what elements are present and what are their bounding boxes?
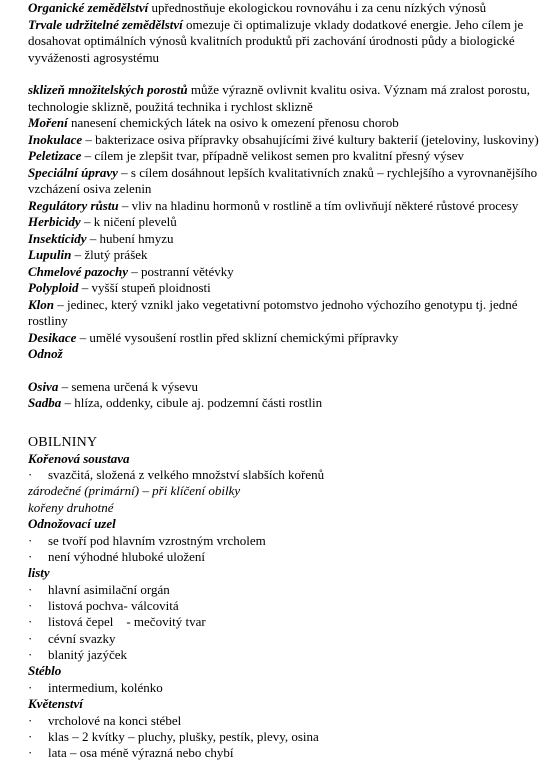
paragraph-term bbox=[28, 280, 543, 297]
list-item bbox=[28, 467, 543, 483]
subheading-stem: Stéblo bbox=[28, 663, 62, 679]
term-label: Regulátory růstu bbox=[28, 197, 119, 213]
subheading-leaves: listy bbox=[28, 565, 50, 581]
bullet-icon: · bbox=[28, 467, 33, 482]
term-text: upřednostňuje ekologickou rovnováhu i za cenu nízkých výnosů bbox=[148, 0, 487, 15]
term-label: Trvale udržitelné zemědělství bbox=[28, 16, 183, 32]
term-label: Insekticidy bbox=[28, 230, 87, 246]
list-item bbox=[28, 631, 543, 647]
list-item-text: hlavní asimilační orgán bbox=[48, 581, 170, 597]
list-item bbox=[28, 729, 543, 745]
term-text: omezuje či optimalizuje vklady dodatkové energie. Jeho cílem je dosahovat optimálních výnosů kvalitních produktů při zachování úrodnosti půdy a biologické vyváženosti agrosystému bbox=[28, 16, 524, 65]
paragraph-term bbox=[28, 264, 543, 281]
term-text: – hlíza, oddenky, cibule aj. podzemní části rostlin bbox=[61, 395, 323, 410]
list-item bbox=[28, 598, 543, 614]
term-label: Sadba bbox=[28, 395, 62, 410]
term-label: Inokulace bbox=[28, 131, 83, 147]
term-text: – jedinec, který vznikl jako vegetativní potomstvo jednoho výchozího genotypu tj. jedné rostliny bbox=[28, 296, 518, 328]
list-item bbox=[28, 745, 543, 761]
bullet-icon: · bbox=[28, 745, 33, 761]
list-item bbox=[28, 614, 543, 630]
paragraph-term bbox=[28, 346, 543, 363]
list-item-text: klas – 2 kvítky – pluchy, plušky, pestík, plevy, osina bbox=[48, 728, 319, 744]
term-label: Desikace bbox=[28, 329, 77, 345]
section-heading: OBILNINY bbox=[28, 434, 98, 450]
paragraph-term bbox=[28, 214, 543, 231]
term-text: – cílem je zlepšit tvar, případně velikost semen pro kvalitní přesný výsev bbox=[81, 148, 464, 163]
bullet-icon: · bbox=[28, 549, 33, 565]
list-item bbox=[28, 549, 543, 565]
bullet-icon: · bbox=[28, 630, 33, 646]
document-page bbox=[28, 0, 543, 762]
term-text: – žlutý prášek bbox=[71, 247, 148, 262]
paragraph-term bbox=[28, 330, 543, 347]
spacer bbox=[28, 66, 543, 82]
paragraph-term bbox=[28, 82, 543, 115]
paragraph-organic bbox=[28, 0, 543, 17]
term-label: Polyploid bbox=[28, 280, 79, 295]
paragraph-term bbox=[28, 115, 543, 132]
list-item bbox=[28, 713, 543, 729]
term-text: – umělé vysoušení rostlin před sklizní chemickými přípravky bbox=[76, 329, 399, 345]
list-item-text: vrcholové na konci stébel bbox=[48, 712, 182, 728]
term-label: Odnož bbox=[28, 346, 63, 361]
paragraph-term bbox=[28, 297, 543, 330]
bullet-icon: · bbox=[28, 712, 33, 728]
term-text: nanesení chemických látek na osivo k omezení přenosu chorob bbox=[67, 115, 399, 130]
term-label: Organické zemědělství bbox=[28, 0, 149, 15]
root-secondary-note: kořeny druhotné bbox=[28, 499, 114, 515]
paragraph-term bbox=[28, 148, 543, 165]
list-item-text: cévní svazky bbox=[48, 630, 116, 646]
spacer bbox=[28, 412, 543, 432]
term-label: Klon bbox=[28, 296, 55, 312]
paragraph-term bbox=[28, 231, 543, 248]
paragraph-term bbox=[28, 395, 543, 412]
list-item bbox=[28, 680, 543, 696]
term-label: Lupulin bbox=[28, 247, 72, 262]
paragraph-term bbox=[28, 247, 543, 264]
paragraph-term bbox=[28, 132, 543, 149]
term-label: Herbicidy bbox=[28, 214, 81, 229]
bullet-icon: · bbox=[28, 647, 33, 663]
spacer bbox=[28, 363, 543, 379]
term-label: sklizeň množitelských porostů bbox=[28, 82, 188, 97]
list-item-text: lata – osa méně výrazná nebo chybí bbox=[48, 745, 234, 761]
list-item bbox=[28, 533, 543, 549]
term-text: – k ničení plevelů bbox=[80, 214, 177, 229]
list-item-text: blanitý jazýček bbox=[48, 647, 128, 663]
list-item bbox=[28, 647, 543, 663]
term-label: Osiva bbox=[28, 378, 59, 394]
bullet-icon: · bbox=[28, 728, 33, 744]
bullet-icon: · bbox=[28, 581, 33, 597]
term-label: Peletizace bbox=[28, 148, 82, 163]
paragraph-term bbox=[28, 198, 543, 215]
term-text: – hubení hmyzu bbox=[86, 230, 174, 246]
list-item-text: se tvoří pod hlavním vzrostným vrcholem bbox=[48, 532, 266, 548]
list-item-text: není výhodné hluboké uložení bbox=[48, 549, 206, 565]
bullet-icon: · bbox=[28, 532, 33, 548]
term-text: – vyšší stupeň ploidnosti bbox=[78, 280, 211, 295]
paragraph-term bbox=[28, 379, 543, 396]
term-text: – vliv na hladinu hormonů v rostlině a tím ovlivňují některé růstové procesy bbox=[118, 197, 519, 213]
term-label: Moření bbox=[28, 115, 68, 130]
paragraph-sustainable bbox=[28, 17, 543, 67]
root-primary-note: zárodečné (primární) – při klíčení obilky bbox=[28, 483, 241, 499]
term-label: Speciální úpravy bbox=[28, 164, 118, 180]
paragraph-term bbox=[28, 165, 543, 198]
list-item bbox=[28, 582, 543, 598]
list-item-text: listová čepel - mečovitý tvar bbox=[48, 614, 206, 630]
term-label: Chmelové pazochy bbox=[28, 263, 129, 279]
term-text: – postranní větévky bbox=[128, 263, 234, 279]
subheading-root-system: Kořenová soustava bbox=[28, 450, 130, 466]
bullet-icon: · bbox=[28, 679, 33, 695]
subheading-tillering-node: Odnožovací uzel bbox=[28, 516, 116, 532]
bullet-icon: · bbox=[28, 598, 33, 614]
term-text: – bakterizace osiva přípravky obsahujícími živé kultury bakterií (jeteloviny, luskoviny) bbox=[82, 131, 539, 147]
subheading-inflorescence: Květenství bbox=[28, 696, 83, 712]
term-text: – s cílem dosáhnout lepších kvalitativních znaků – rychlejšího a vyrovnanějšího vzcházení osiva zelenin bbox=[28, 164, 538, 196]
bullet-icon: · bbox=[28, 614, 33, 630]
list-item-text: intermedium, kolénko bbox=[48, 679, 163, 695]
term-text: může výrazně ovlivnit kvalitu osiva. Význam má zralost porostu, technologie sklizně, použitá technika i rychlost sklizně bbox=[28, 82, 531, 114]
term-text: – semena určená k výsevu bbox=[58, 378, 199, 394]
list-item-text: listová pochva- válcovitá bbox=[48, 598, 179, 614]
list-item-text: svazčitá, složená z velkého množství slabších kořenů bbox=[48, 467, 325, 482]
